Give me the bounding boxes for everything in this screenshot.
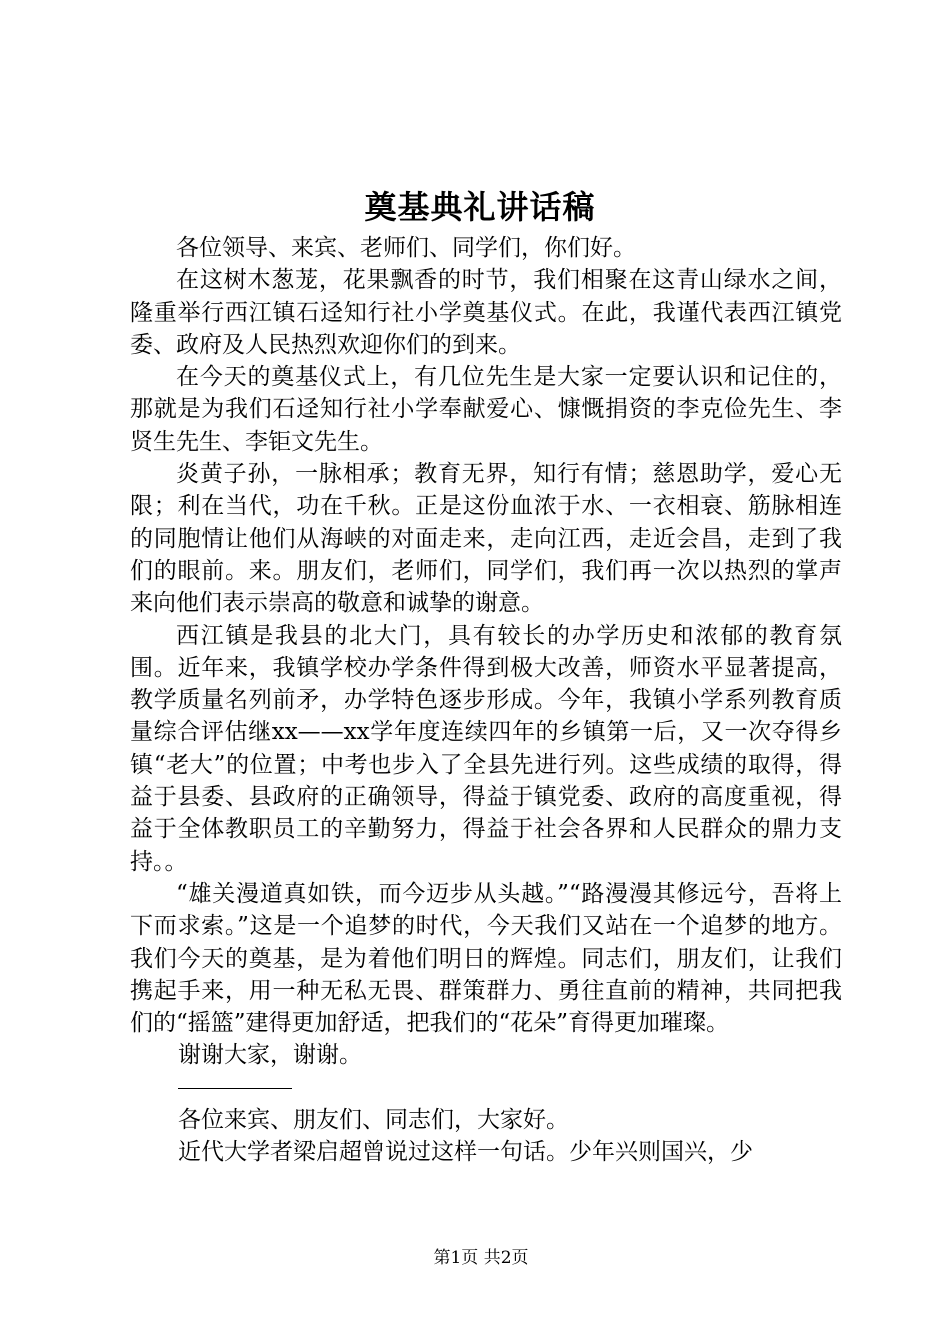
paragraph-welcome: 在这树木葱茏，花果飘香的时节，我们相聚在这青山绿水之间，隆重举行西江镇石迳知行社小学奠基仪式。在此，我谨代表西江镇党委、政府及人民热烈欢迎你们的到来。 [130,267,842,358]
paragraph-dream: “雄关漫道真如铁，而今迈步从头越。”“路漫漫其修远兮，吾将上下而求索。”这是一个追梦的时代，今天我们又站在一个追梦的地方。我们今天的奠基，是为着他们明日的辉煌。同志们，朋友们，让我们携起手来，用一种无私无畏、群策群力、勇往直前的精神，共同把我们的“摇篮”建得更加舒适，把我们的“花朵”育得更加璀璨。 [130,880,842,1037]
page-indicator: 第1页 共2页 [433,1248,529,1268]
paragraph-greeting: 各位领导、来宾、老师们、同学们，你们好。 [176,235,636,261]
paragraph-second-greeting: 各位来宾、朋友们、同志们，大家好。 [178,1107,569,1134]
section-divider [130,1072,842,1104]
paragraph-thanks: 谢谢大家，谢谢。 [178,1042,362,1069]
document-title: 奠基典礼讲话稿 [364,188,596,226]
document-body [130,232,842,1169]
paragraph-second-opening: 近代大学者梁启超曾说过这样一句话。少年兴则国兴，少 [178,1139,753,1166]
paragraph-donors: 在今天的奠基仪式上，有几位先生是大家一定要认识和记住的，那就是为我们石迳知行社小学奉献爱心、慷慨捐资的李克俭先生、李贤生先生、李钜文先生。 [130,364,842,455]
paragraph-compatriots: 炎黄子孙，一脉相承；教育无界，知行有情；慈恩助学，爱心无限；利在当代，功在千秋。正是这份血浓于水、一衣相衰、筋脉相连的同胞情让他们从海峡的对面走来，走向江西，走近会昌，走到了我们的眼前。来。朋友们，老师们，同学们，我们再一次以热烈的掌声来向他们表示崇高的敬意和诚挚的谢意。 [130,461,842,617]
paragraph-town-education: 西江镇是我县的北大门，具有较长的办学历史和浓郁的教育氛围。近年来，我镇学校办学条件得到极大改善，师资水平显著提高，教学质量名列前矛，办学特色逐步形成。今年，我镇小学系列教育质量综合评估继xx——xx学年度连续四年的乡镇第一后，又一次夺得乡镇“老大”的位置；中考也步入了全县先进行列。这些成绩的取得，得益于县委、县政府的正确领导，得益于镇党委、政府的高度重视，得益于全体教职员工的辛勤努力，得益于社会各界和人民群众的鼎力支持。。 [130,622,842,875]
